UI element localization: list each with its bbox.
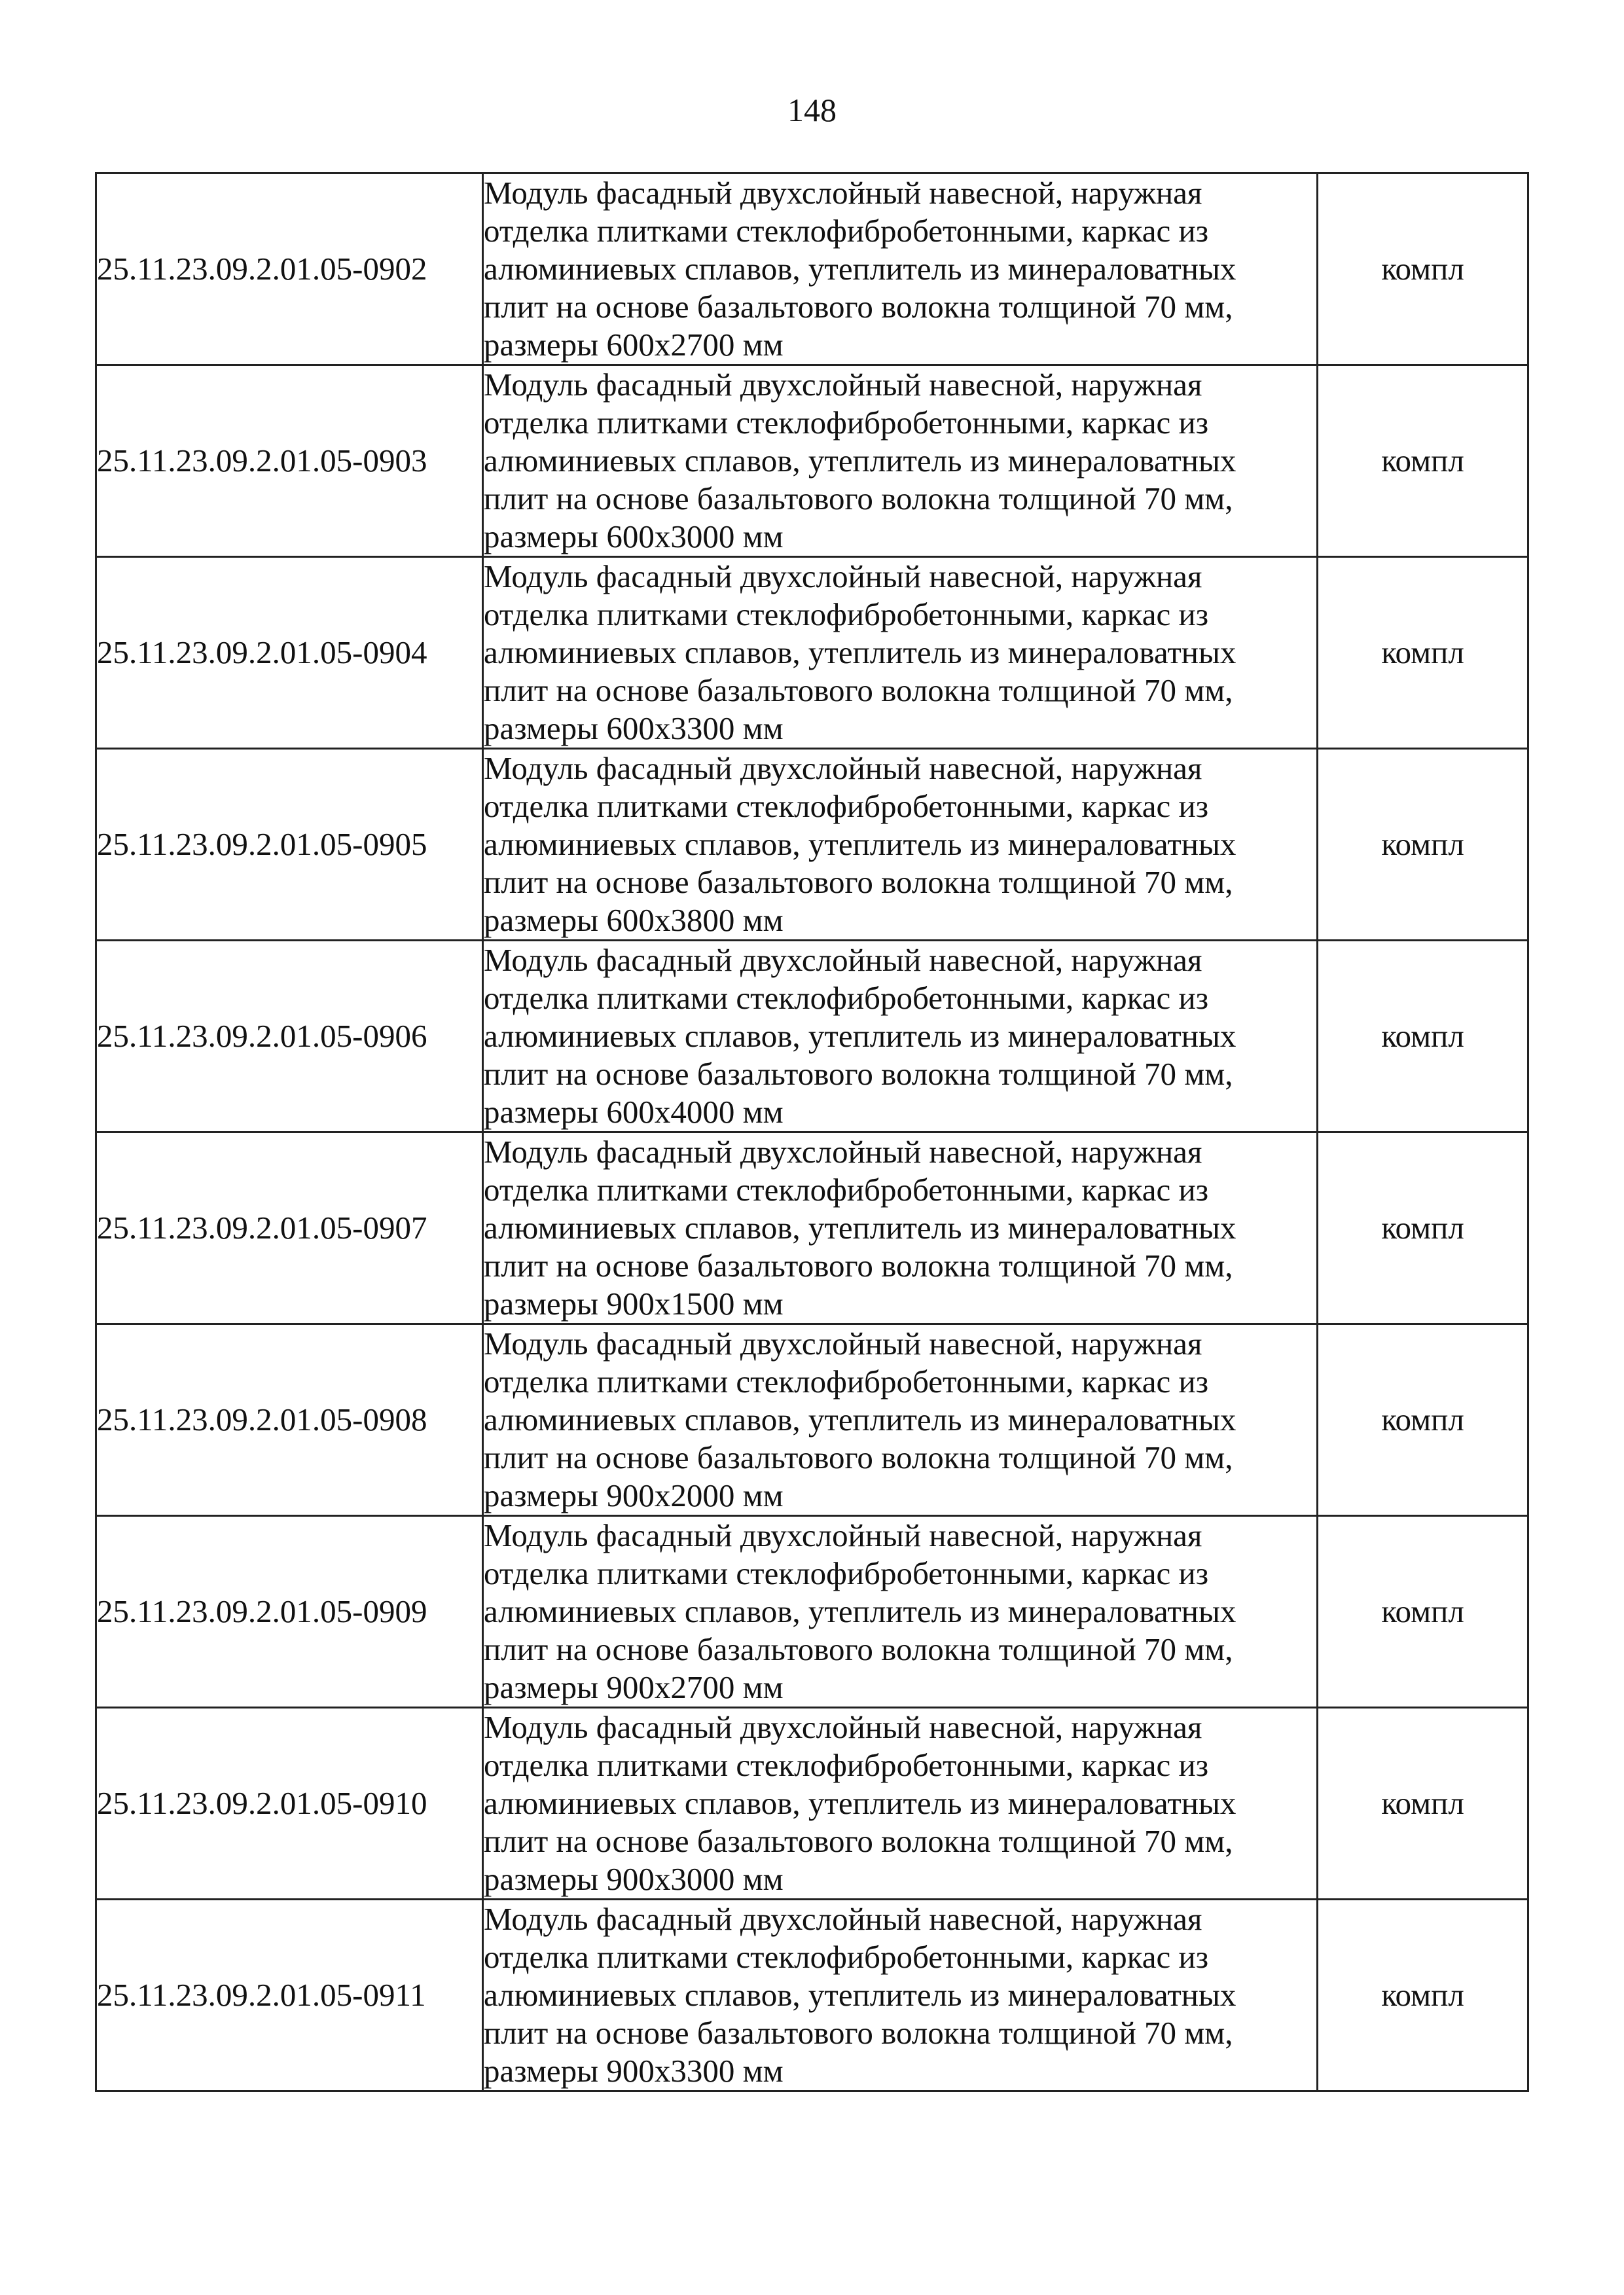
description-line: алюминиевых сплавов, утеплитель из минераловатных (484, 251, 1236, 287)
description-line: плит на основе базальтового волокна толщиной 70 мм, (484, 1056, 1233, 1092)
description-line: плит на основе базальтового волокна толщиной 70 мм, (484, 289, 1233, 325)
description-line: отделка плитками стеклофибробетонными, каркас из (484, 596, 1209, 632)
unit-cell: компл (1318, 557, 1528, 749)
unit-cell: компл (1318, 1900, 1528, 2091)
resource-code-cell: 25.11.23.09.2.01.05-0907 (96, 1132, 483, 1324)
description-line: размеры 600х2700 мм (484, 327, 784, 363)
resource-code-cell: 25.11.23.09.2.01.05-0911 (96, 1900, 483, 2091)
description-line: алюминиевых сплавов, утеплитель из минераловатных (484, 1593, 1236, 1629)
resource-table (95, 172, 1529, 2092)
description-line: Модуль фасадный двухслойный навесной, наружная (484, 558, 1202, 594)
description-line: отделка плитками стеклофибробетонными, каркас из (484, 1172, 1209, 1208)
description-line: отделка плитками стеклофибробетонными, каркас из (484, 980, 1209, 1016)
description-line: алюминиевых сплавов, утеплитель из минераловатных (484, 1977, 1236, 2013)
description-line: плит на основе базальтового волокна толщиной 70 мм, (484, 1823, 1233, 1859)
resource-description-cell (483, 1516, 1318, 1708)
page-number: 148 (787, 92, 837, 128)
resource-description-cell (483, 941, 1318, 1132)
description-line: плит на основе базальтового волокна толщиной 70 мм, (484, 2015, 1233, 2051)
table-row (96, 1516, 1528, 1708)
description-line: Модуль фасадный двухслойный навесной, наружная (484, 1326, 1202, 1362)
resource-description-cell (483, 1900, 1318, 2091)
unit-cell: компл (1318, 173, 1528, 365)
resource-description-cell (483, 1708, 1318, 1900)
description-line: отделка плитками стеклофибробетонными, каркас из (484, 1747, 1209, 1783)
table-row (96, 1132, 1528, 1324)
table-row (96, 1708, 1528, 1900)
description-line: алюминиевых сплавов, утеплитель из минераловатных (484, 1401, 1236, 1437)
description-line: плит на основе базальтового волокна толщиной 70 мм, (484, 1439, 1233, 1475)
description-line: алюминиевых сплавов, утеплитель из минераловатных (484, 1785, 1236, 1821)
description-line: размеры 600х4000 мм (484, 1094, 784, 1130)
description-line: Модуль фасадный двухслойный навесной, наружная (484, 1901, 1202, 1937)
description-line: Модуль фасадный двухслойный навесной, наружная (484, 1517, 1202, 1553)
description-line: плит на основе базальтового волокна толщиной 70 мм, (484, 480, 1233, 516)
resource-description-cell (483, 1324, 1318, 1516)
resource-code-cell: 25.11.23.09.2.01.05-0905 (96, 749, 483, 941)
description-line: размеры 900х3300 мм (484, 2053, 784, 2089)
description-line: алюминиевых сплавов, утеплитель из минераловатных (484, 826, 1236, 862)
description-line: Модуль фасадный двухслойный навесной, наружная (484, 750, 1202, 786)
description-line: плит на основе базальтового волокна толщиной 70 мм, (484, 1631, 1233, 1667)
description-line: плит на основе базальтового волокна толщиной 70 мм, (484, 672, 1233, 708)
description-line: размеры 600х3000 мм (484, 518, 784, 554)
description-line: отделка плитками стеклофибробетонными, каркас из (484, 1364, 1209, 1400)
resource-code-cell: 25.11.23.09.2.01.05-0902 (96, 173, 483, 365)
description-line: алюминиевых сплавов, утеплитель из минераловатных (484, 443, 1236, 479)
description-line: размеры 900х3000 мм (484, 1861, 784, 1897)
table-row (96, 365, 1528, 557)
resource-description-cell (483, 749, 1318, 941)
description-line: Модуль фасадный двухслойный навесной, наружная (484, 1709, 1202, 1745)
resource-description-cell (483, 1132, 1318, 1324)
unit-cell: компл (1318, 749, 1528, 941)
unit-cell: компл (1318, 941, 1528, 1132)
unit-cell: компл (1318, 1324, 1528, 1516)
resource-code-cell: 25.11.23.09.2.01.05-0903 (96, 365, 483, 557)
description-line: отделка плитками стеклофибробетонными, каркас из (484, 405, 1209, 441)
description-line: размеры 900х2700 мм (484, 1669, 784, 1705)
resource-description-cell (483, 557, 1318, 749)
table-row (96, 941, 1528, 1132)
description-line: Модуль фасадный двухслойный навесной, наружная (484, 942, 1202, 978)
table-row (96, 173, 1528, 365)
description-line: алюминиевых сплавов, утеплитель из минераловатных (484, 634, 1236, 670)
resource-code-cell: 25.11.23.09.2.01.05-0906 (96, 941, 483, 1132)
table-row (96, 749, 1528, 941)
description-line: алюминиевых сплавов, утеплитель из минераловатных (484, 1018, 1236, 1054)
unit-cell: компл (1318, 365, 1528, 557)
resource-code-cell: 25.11.23.09.2.01.05-0904 (96, 557, 483, 749)
description-line: отделка плитками стеклофибробетонными, каркас из (484, 788, 1209, 824)
description-line: Модуль фасадный двухслойный навесной, наружная (484, 175, 1202, 211)
description-line: алюминиевых сплавов, утеплитель из минераловатных (484, 1210, 1236, 1246)
resource-code-cell: 25.11.23.09.2.01.05-0910 (96, 1708, 483, 1900)
description-line: плит на основе базальтового волокна толщиной 70 мм, (484, 1248, 1233, 1284)
description-line: отделка плитками стеклофибробетонными, каркас из (484, 213, 1209, 249)
description-line: Модуль фасадный двухслойный навесной, наружная (484, 367, 1202, 403)
resource-description-cell (483, 173, 1318, 365)
description-line: размеры 900х1500 мм (484, 1286, 784, 1322)
description-line: Модуль фасадный двухслойный навесной, наружная (484, 1134, 1202, 1170)
resource-description-cell (483, 365, 1318, 557)
table-body (96, 173, 1528, 2091)
unit-cell: компл (1318, 1132, 1528, 1324)
description-line: отделка плитками стеклофибробетонными, каркас из (484, 1939, 1209, 1975)
table-row (96, 1900, 1528, 2091)
unit-cell: компл (1318, 1516, 1528, 1708)
table-row (96, 557, 1528, 749)
description-line: размеры 600х3800 мм (484, 902, 784, 938)
description-line: отделка плитками стеклофибробетонными, каркас из (484, 1555, 1209, 1591)
unit-cell: компл (1318, 1708, 1528, 1900)
description-line: размеры 600х3300 мм (484, 710, 784, 746)
description-line: размеры 900х2000 мм (484, 1477, 784, 1513)
description-line: плит на основе базальтового волокна толщиной 70 мм, (484, 864, 1233, 900)
resource-code-cell: 25.11.23.09.2.01.05-0908 (96, 1324, 483, 1516)
resource-code-cell: 25.11.23.09.2.01.05-0909 (96, 1516, 483, 1708)
table-row (96, 1324, 1528, 1516)
